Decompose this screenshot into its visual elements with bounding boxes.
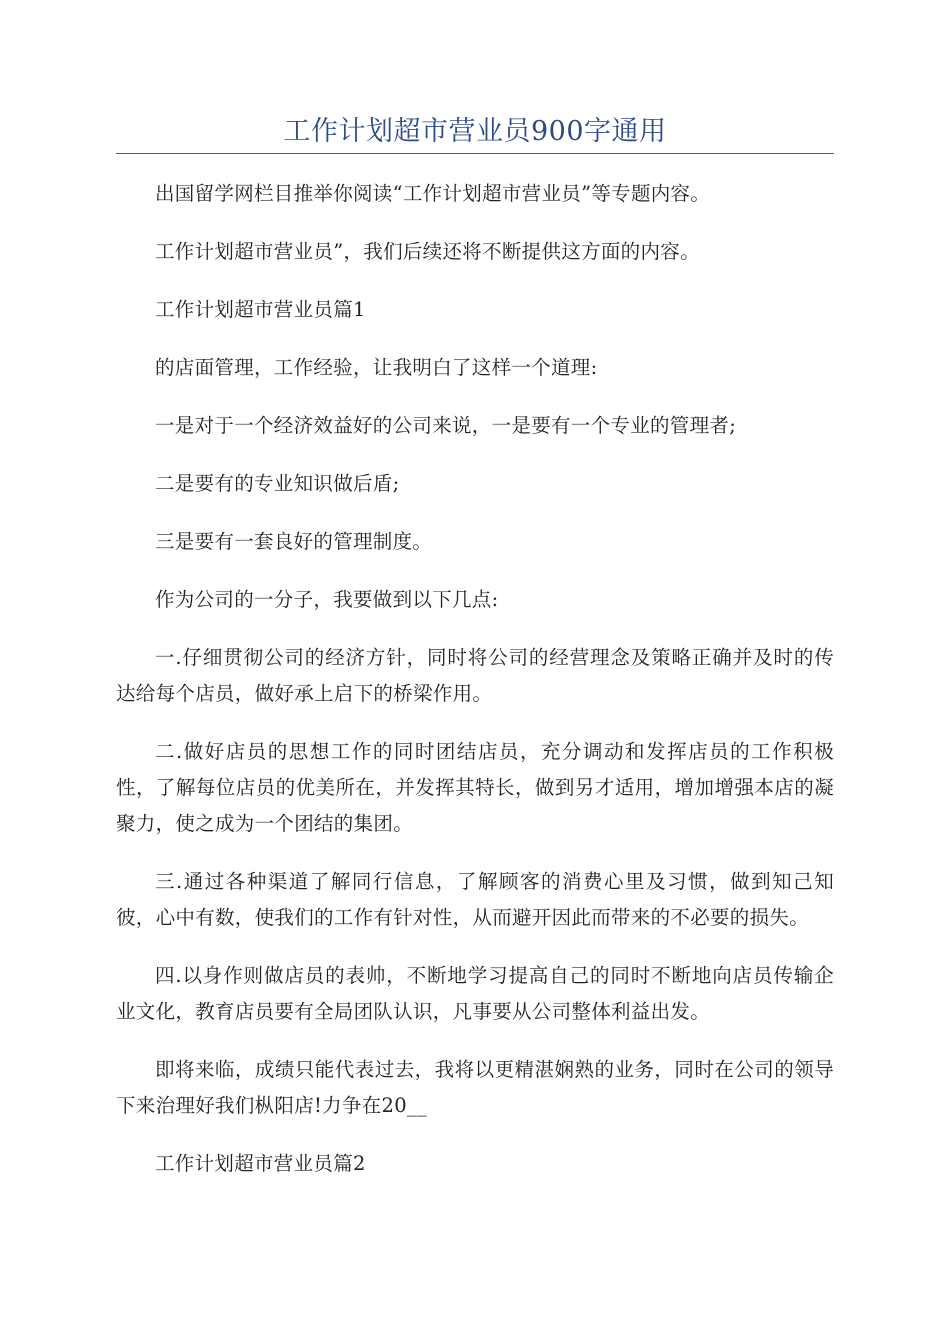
paragraph: 工作计划超市营业员”，我们后续还将不断提供这方面的内容。 bbox=[155, 240, 700, 263]
paragraph: 作为公司的一分子，我要做到以下几点: bbox=[155, 588, 499, 611]
paragraph: 三是要有一套良好的管理制度。 bbox=[155, 530, 433, 553]
document-body bbox=[116, 176, 834, 1204]
section-heading: 工作计划超市营业员篇1 bbox=[155, 298, 366, 321]
list-item: 二.做好店员的思想工作的同时团结店员，充分调动和发挥店员的工作积极性，了解每位店员的优美所在，并发挥其特长，做到另才适用，增加增强本店的凝聚力，使之成为一个团结的集团。 bbox=[116, 740, 834, 835]
paragraph: 二是要有的专业知识做后盾; bbox=[155, 472, 400, 495]
list-item: 四.以身作则做店员的表帅，不断地学习提高自己的同时不断地向店员传输企业文化，教育店员要有全局团队认识，凡事要从公司整体利益出发。 bbox=[116, 964, 834, 1023]
list-item: 三.通过各种渠道了解同行信息，了解顾客的消费心里及习惯，做到知己知彼，心中有数，使我们的工作有针对性，从而避开因此而带来的不必要的损失。 bbox=[116, 870, 834, 929]
section-heading: 工作计划超市营业员篇2 bbox=[155, 1152, 366, 1175]
title-underline bbox=[116, 153, 834, 154]
paragraph: 即将来临，成绩只能代表过去，我将以更精湛娴熟的业务，同时在公司的领导下来治理好我们枞阳店!力争在20__ bbox=[116, 1058, 834, 1117]
document-title: 工作计划超市营业员900字通用 bbox=[283, 116, 667, 147]
paragraph: 一是对于一个经济效益好的公司来说，一是要有一个专业的管理者; bbox=[155, 414, 737, 437]
paragraph: 出国留学网栏目推举你阅读“工作计划超市营业员”等专题内容。 bbox=[155, 182, 711, 205]
paragraph: 的店面管理，工作经验，让我明白了这样一个道理: bbox=[155, 356, 598, 379]
list-item: 一.仔细贯彻公司的经济方针，同时将公司的经营理念及策略正确并及时的传达给每个店员，做好承上启下的桥梁作用。 bbox=[116, 646, 834, 705]
